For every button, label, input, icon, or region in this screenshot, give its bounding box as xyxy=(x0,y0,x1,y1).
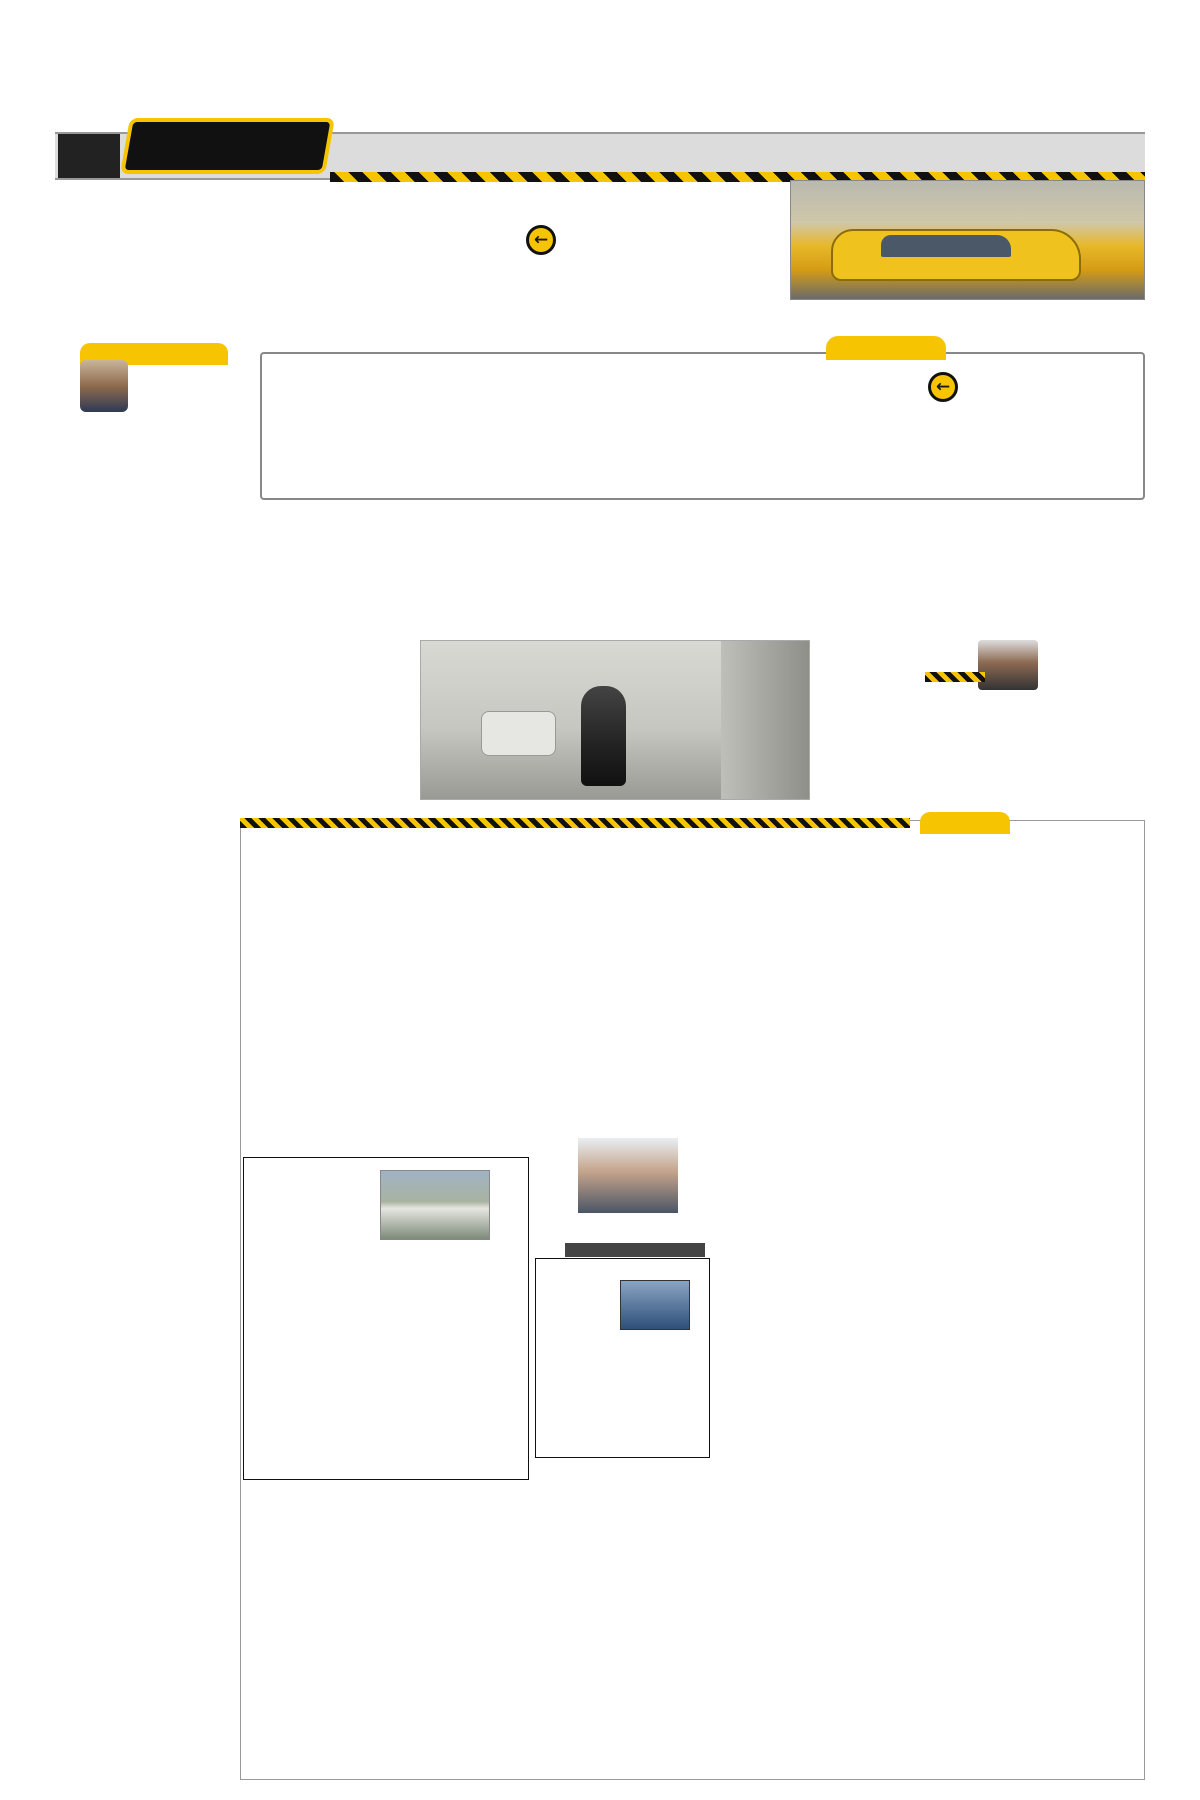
hazard-stripes xyxy=(925,672,985,682)
old-car-photo xyxy=(380,1170,490,1240)
news-box xyxy=(260,352,1145,500)
section-logo xyxy=(120,118,335,174)
solution-title xyxy=(565,1243,705,1257)
hazard-stripes xyxy=(240,818,910,828)
news-tag xyxy=(826,336,946,360)
author-photo xyxy=(80,360,128,412)
crossword-tag xyxy=(920,812,1010,834)
taxi-photo xyxy=(790,180,1145,300)
train-photo xyxy=(620,1280,690,1330)
page-number xyxy=(58,134,120,178)
author-photo xyxy=(578,1138,678,1213)
qa-list xyxy=(55,414,230,419)
arrow-icon: ← xyxy=(526,225,556,255)
author-photo xyxy=(978,640,1038,690)
arrow-icon: ← xyxy=(928,372,958,402)
motorcycle-smog-photo xyxy=(420,640,810,800)
